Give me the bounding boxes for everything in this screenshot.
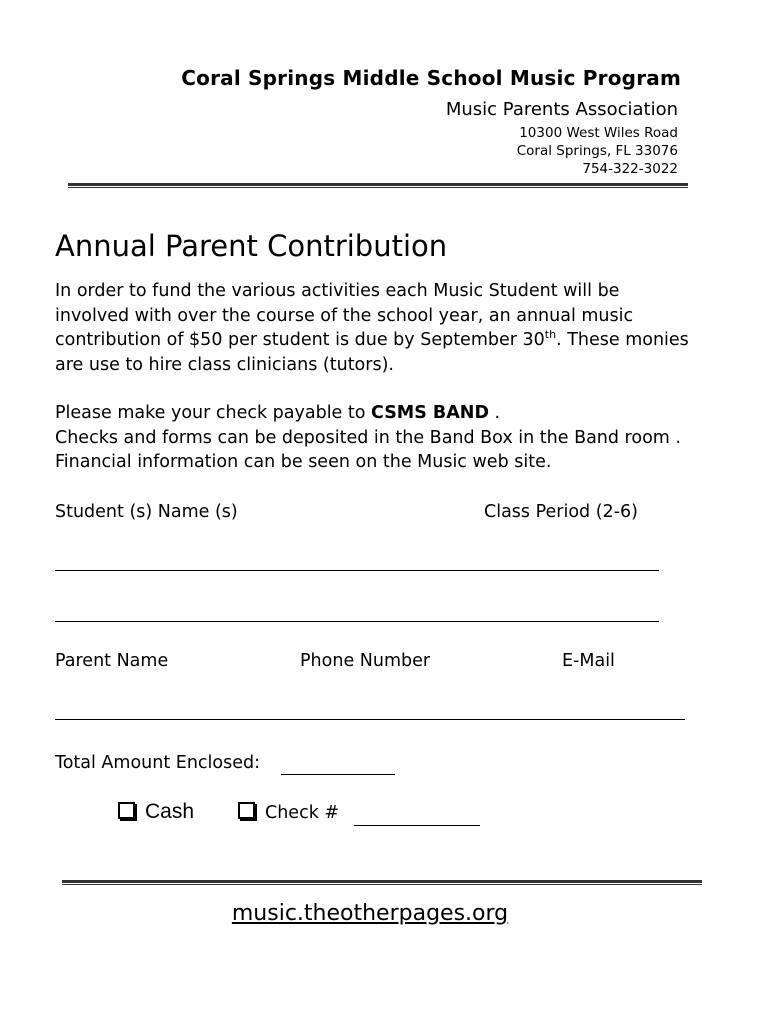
deposit-instructions: Checks and forms can be deposited in the Band Box in the Band room . Financial information can be seen on the Music web site. [55, 427, 681, 472]
program-title: Coral Springs Middle School Music Program [181, 66, 681, 90]
cash-label: Cash [145, 800, 195, 823]
total-amount-label: Total Amount Enclosed: [55, 753, 260, 773]
address-phone: 754-322-3022 [582, 161, 678, 177]
association-name: Music Parents Association [445, 99, 678, 120]
address-street: 10300 West Wiles Road [519, 125, 678, 141]
parent-name-label: Parent Name [55, 651, 169, 671]
payable-suffix: . [488, 403, 501, 423]
student-name-label: Student (s) Name (s) [55, 502, 238, 522]
cash-checkbox-icon[interactable] [118, 802, 135, 819]
footer-divider [62, 880, 702, 885]
header-divider [68, 183, 688, 188]
payment-instructions [55, 401, 695, 475]
student-name-line-2[interactable] [55, 621, 659, 622]
check-label: Check # [265, 803, 340, 823]
intro-paragraph [55, 279, 695, 377]
intro-text: In order to fund the various activities each Music Student will be involved with over the course of the school year, an annual music contribution of $50 per student is due by September 30 [55, 281, 634, 350]
phone-number-label: Phone Number [300, 651, 431, 671]
page-heading: Annual Parent Contribution [55, 229, 448, 263]
student-name-line-1[interactable] [55, 570, 659, 571]
intro-text-end: . These monies are use to hire class clinicians (tutors). [55, 330, 689, 375]
check-number-line[interactable] [354, 825, 480, 826]
email-label: E-Mail [562, 651, 615, 671]
class-period-label: Class Period (2-6) [484, 502, 638, 522]
intro-superscript: th [544, 328, 557, 342]
total-amount-line[interactable] [281, 774, 395, 775]
check-option[interactable] [238, 802, 339, 823]
payee-name: CSMS BAND [371, 403, 489, 423]
website-link[interactable]: music.theotherpages.org [231, 901, 509, 926]
parent-info-line[interactable] [55, 719, 685, 720]
payable-line [55, 401, 695, 426]
cash-option[interactable] [118, 800, 194, 824]
check-checkbox-icon[interactable] [238, 802, 255, 819]
payable-prefix: Please make your check payable to [55, 403, 372, 423]
address-city: Coral Springs, FL 33076 [516, 143, 678, 159]
address-block [517, 124, 678, 178]
